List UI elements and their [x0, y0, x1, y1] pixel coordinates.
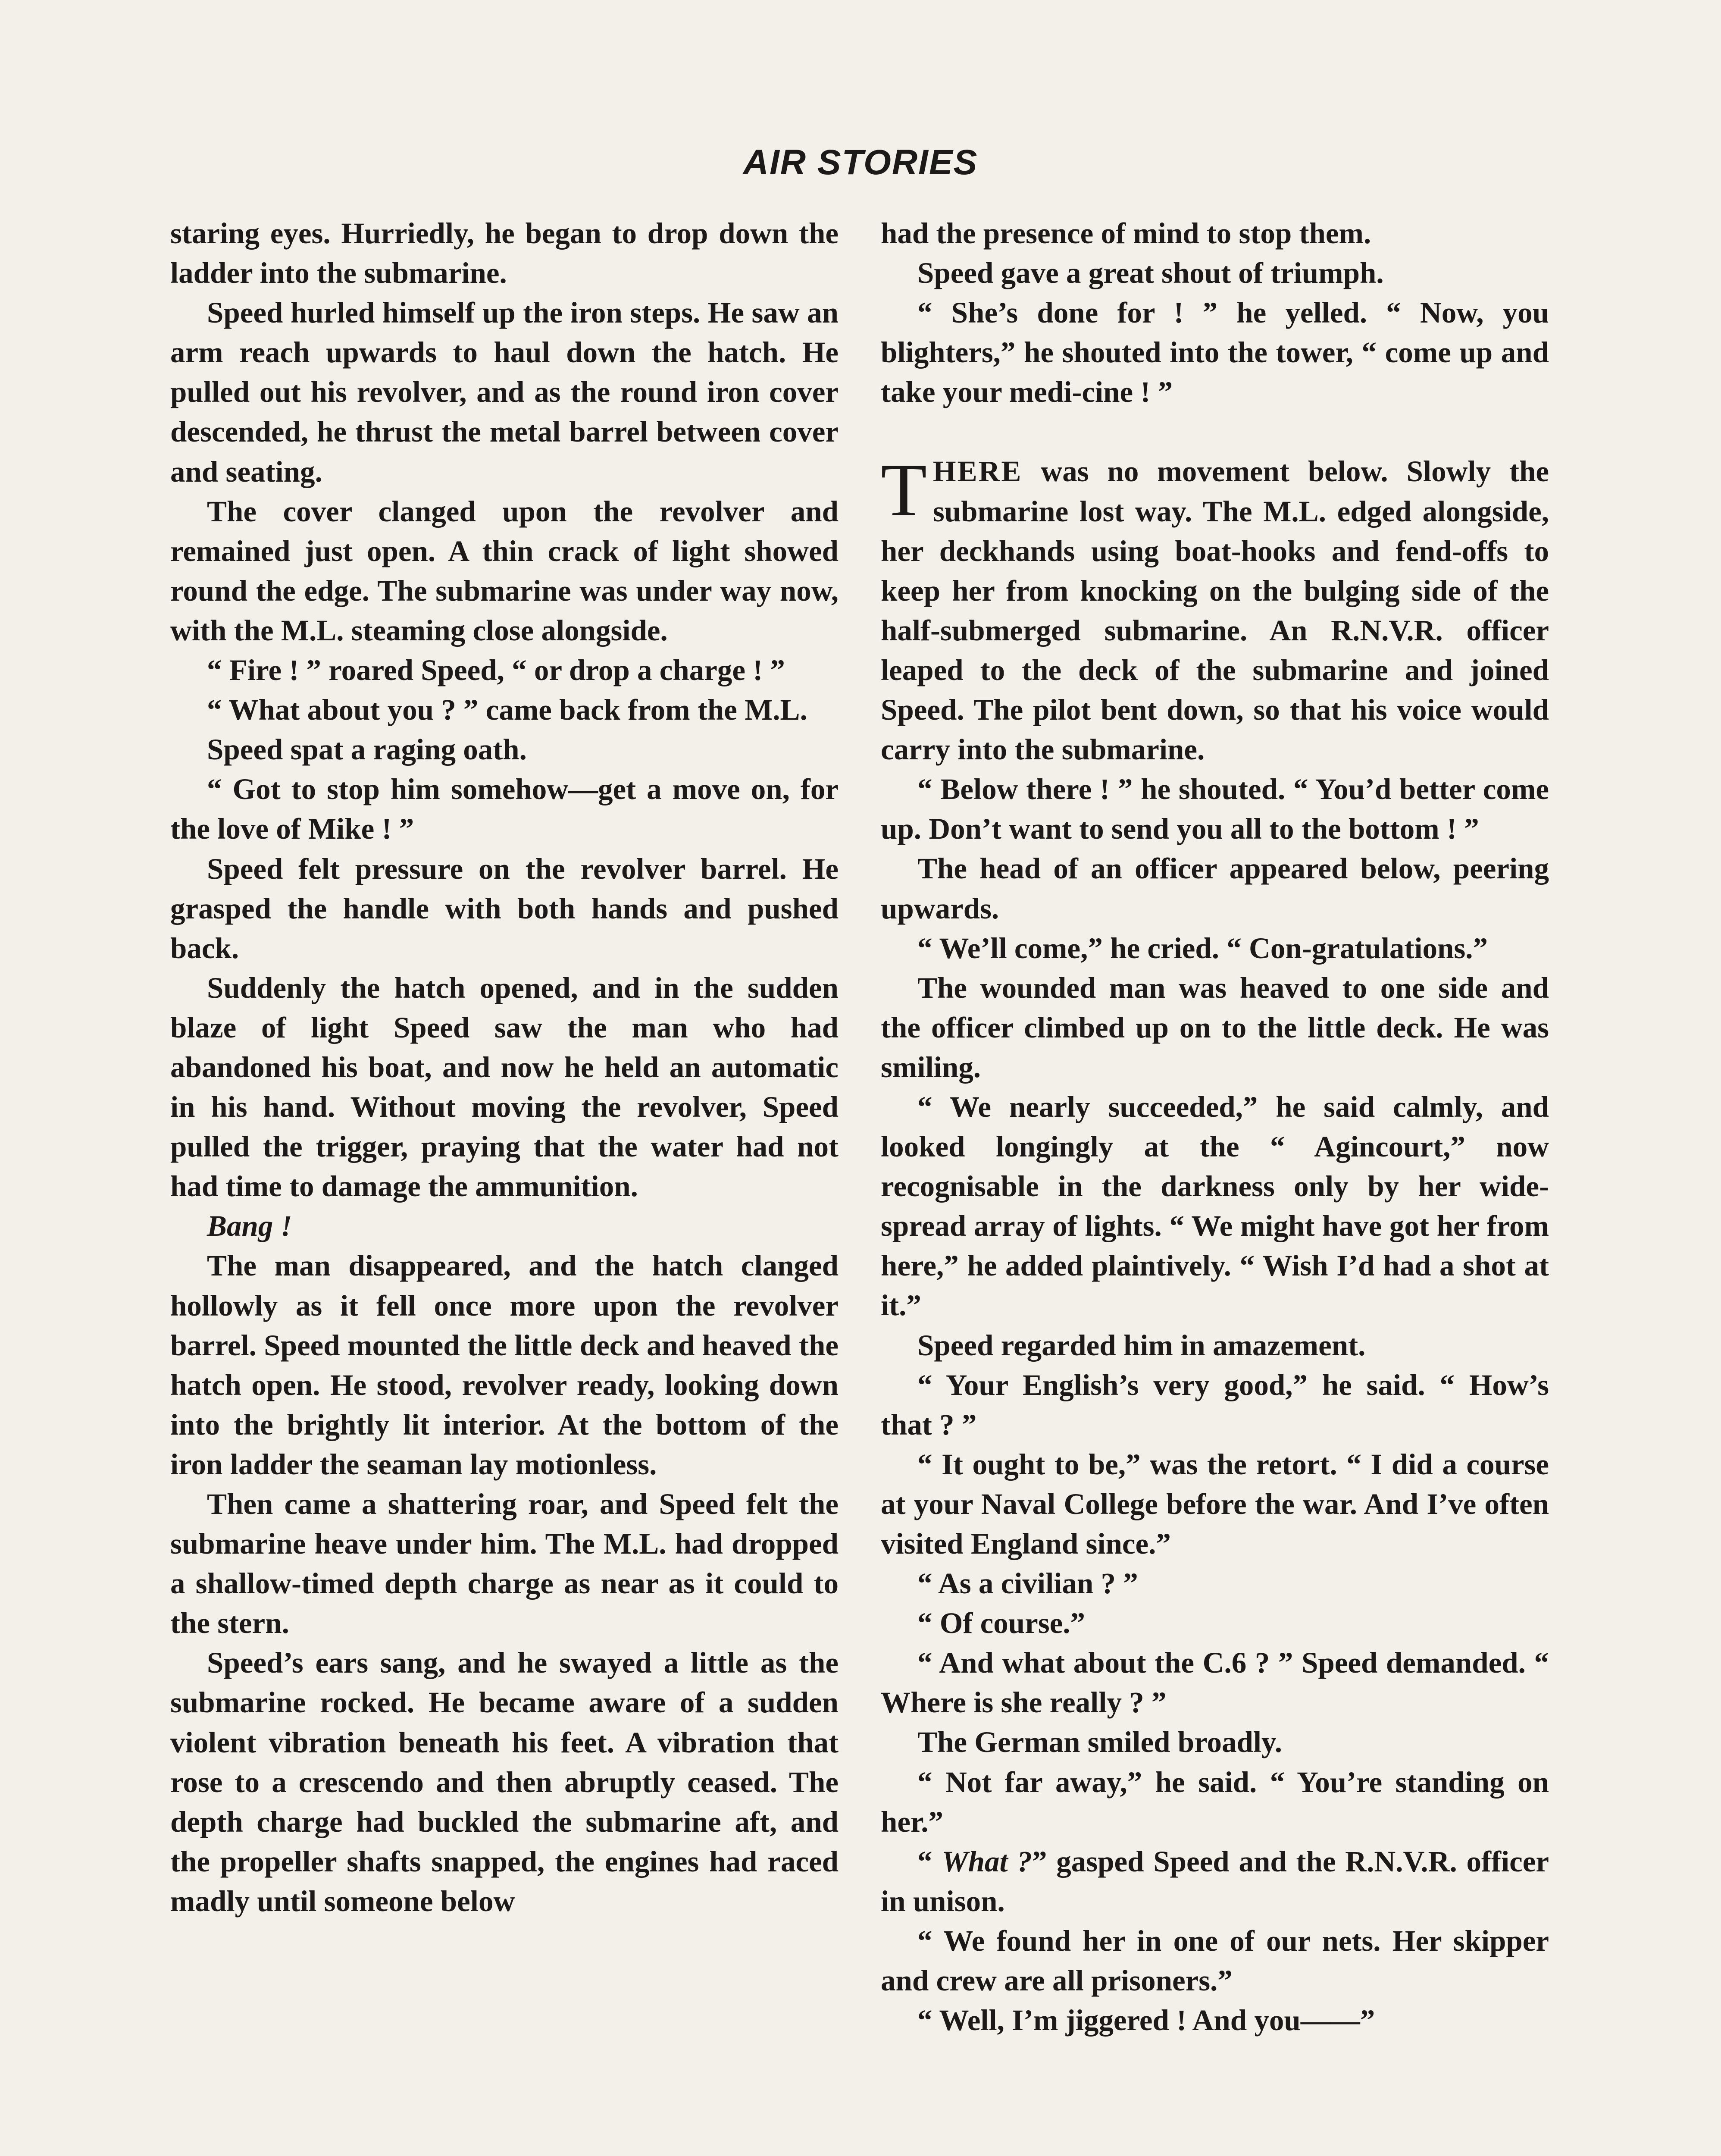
paragraph-text: “ We nearly succeeded,” he said calmly, and looked longingly at the “ Agincourt,” now recognisable in the darkness only by her wide-spread array of lights. “ We might have got her from here,” he added plaintively. “ Wish I’d had a shot at it.”	[881, 1090, 1549, 1322]
paragraph	[170, 213, 839, 293]
paragraph-text: “ Of course.”	[917, 1607, 1086, 1640]
paragraph-text: The cover clanged upon the revolver and remained just open. A thin crack of light showed round the edge. The submarine was under way now, with the M.L. steaming close alongside.	[170, 495, 839, 647]
paragraph	[170, 1246, 839, 1484]
paragraph	[881, 1326, 1549, 1365]
paragraph	[170, 1484, 839, 1643]
paragraph-text: “ Below there ! ” he shouted. “ You’d better come up. Don’t want to send you all to the bottom ! ”	[881, 773, 1549, 846]
paragraph-text: Bang !	[207, 1210, 292, 1243]
paragraph	[170, 1206, 839, 1246]
paragraph-text: “ We’ll come,” he cried. “ Con-gratulations.”	[917, 931, 1488, 965]
quote-open: “	[917, 1845, 942, 1878]
paragraph	[881, 1921, 1549, 2000]
paragraph-text: “ Got to stop him somehow—get a move on, for the love of Mike ! ”	[170, 773, 839, 846]
paragraph	[881, 2000, 1549, 2040]
paragraph	[881, 968, 1549, 1087]
paragraph-text: “ She’s done for ! ” he yelled. “ Now, you blighters,” he shouted into the tower, “ come up and take your medi-cine ! ”	[881, 296, 1549, 409]
paragraph	[881, 849, 1549, 928]
paragraph-text: Speed gave a great shout of triumph.	[917, 257, 1384, 290]
paragraph-text: “ Your English’s very good,” he said. “ How’s that ? ”	[881, 1368, 1549, 1441]
paragraph	[881, 1564, 1549, 1603]
paragraph	[170, 769, 839, 849]
paragraph-text: Suddenly the hatch opened, and in the sudden blaze of light Speed saw the man who had abandoned his boat, and now he held an automatic in his hand. Without moving the revolver, Speed pulled the trigger, praying that the water had not had time to damage the ammunition.	[170, 971, 839, 1203]
running-header: AIR STORIES	[743, 143, 978, 182]
paragraph	[170, 492, 839, 650]
paragraph-text: The wounded man was heaved to one side and the officer climbed up on to the little deck. He was smiling.	[881, 971, 1549, 1084]
paragraph-text: “ As a civilian ? ”	[917, 1567, 1138, 1600]
paragraph	[881, 928, 1549, 968]
paragraph-text: Speed’s ears sang, and he swayed a little as the submarine rocked. He became aware of a sudden violent vibration beneath his feet. A vibration that rose to a crescendo and then abruptly ceased. The depth charge had buckled the submarine aft, and the propeller shafts snapped, the engines had raced madly until someone below	[170, 1646, 839, 1918]
drop-cap: T	[881, 448, 927, 532]
paragraph-text: The head of an officer appeared below, peering upwards.	[881, 852, 1549, 925]
paragraph	[170, 650, 839, 690]
paragraph	[881, 1087, 1549, 1326]
paragraph-text: The man disappeared, and the hatch clanged hollowly as it fell once more upon the revolver barrel. Speed mounted the little deck and heaved the hatch open. He stood, revolver ready, looking down into the brightly lit interior. At the bottom of the iron ladder the seaman lay motionless.	[170, 1249, 839, 1481]
paragraph-text: “ Well, I’m jiggered ! And you——”	[917, 2004, 1375, 2037]
paragraph	[881, 448, 1549, 769]
paragraph	[881, 769, 1549, 849]
paragraph-text: staring eyes. Hurriedly, he began to drop down the ladder into the submarine.	[170, 217, 839, 290]
paragraph-text: “ And what about the C.6 ? ” Speed demanded. “ Where is she really ? ”	[881, 1646, 1549, 1719]
paragraph-text: Speed hurled himself up the iron steps. He saw an arm reach upwards to haul down the hatch. He pulled out his revolver, and as the round iron cover descended, he thrust the metal barrel between cover and seating.	[170, 296, 839, 488]
paragraph	[170, 690, 839, 730]
paragraph	[881, 1762, 1549, 1842]
small-caps-lead: HERE	[932, 455, 1023, 488]
paragraph	[881, 1643, 1549, 1722]
paragraph	[170, 849, 839, 968]
paragraph	[881, 1603, 1549, 1643]
paragraph-text: had the presence of mind to stop them.	[881, 217, 1371, 250]
paragraph	[881, 253, 1549, 293]
italic-emphasis: What ?	[942, 1845, 1032, 1878]
paragraph-text: Speed felt pressure on the revolver barrel. He grasped the handle with both hands and pushed back.	[170, 852, 839, 965]
paragraph	[170, 293, 839, 491]
paragraph-text: Speed regarded him in amazement.	[917, 1329, 1366, 1362]
paragraph-text: “ It ought to be,” was the retort. “ I did a course at your Naval College before the war. And I’ve often visited England since.”	[881, 1448, 1549, 1560]
paragraph-text: “ Not far away,” he said. “ You’re standing on her.”	[881, 1765, 1549, 1838]
paragraph	[170, 968, 839, 1206]
paragraph-text: was no movement below. Slowly the submarine lost way. The M.L. edged alongside, her deckhands using boat-hooks and fend-offs to keep her from knocking on the bulging side of the half-submerged submarine. An R.N.V.R. officer leaped to the deck of the submarine and joined Speed. The pilot bent down, so that his voice would carry into the submarine.	[881, 455, 1549, 766]
left-column	[170, 213, 839, 1921]
paragraph	[881, 1842, 1549, 1921]
paragraph-text: ” gasped Speed and the R.N.V.R. officer in unison.	[881, 1845, 1549, 1918]
paragraph-text: Then came a shattering roar, and Speed felt the submarine heave under him. The M.L. had dropped a shallow-timed depth charge as near as it could to the stern.	[170, 1488, 839, 1640]
paragraph-text: “ We found her in one of our nets. Her skipper and crew are all prisoners.”	[881, 1924, 1549, 1997]
paragraph	[881, 213, 1549, 253]
paragraph	[881, 1445, 1549, 1564]
paragraph-text: The German smiled broadly.	[917, 1726, 1282, 1759]
paragraph-text: “ Fire ! ” roared Speed, “ or drop a charge ! ”	[207, 654, 785, 687]
paragraph	[881, 1722, 1549, 1762]
paragraph	[881, 1365, 1549, 1445]
paragraph	[170, 1643, 839, 1921]
right-column	[881, 213, 1549, 2040]
paragraph-text: Speed spat a raging oath.	[207, 733, 527, 766]
paragraph-text: “ What about you ? ” came back from the M.L.	[207, 693, 807, 727]
paragraph	[170, 730, 839, 769]
paragraph	[881, 293, 1549, 412]
